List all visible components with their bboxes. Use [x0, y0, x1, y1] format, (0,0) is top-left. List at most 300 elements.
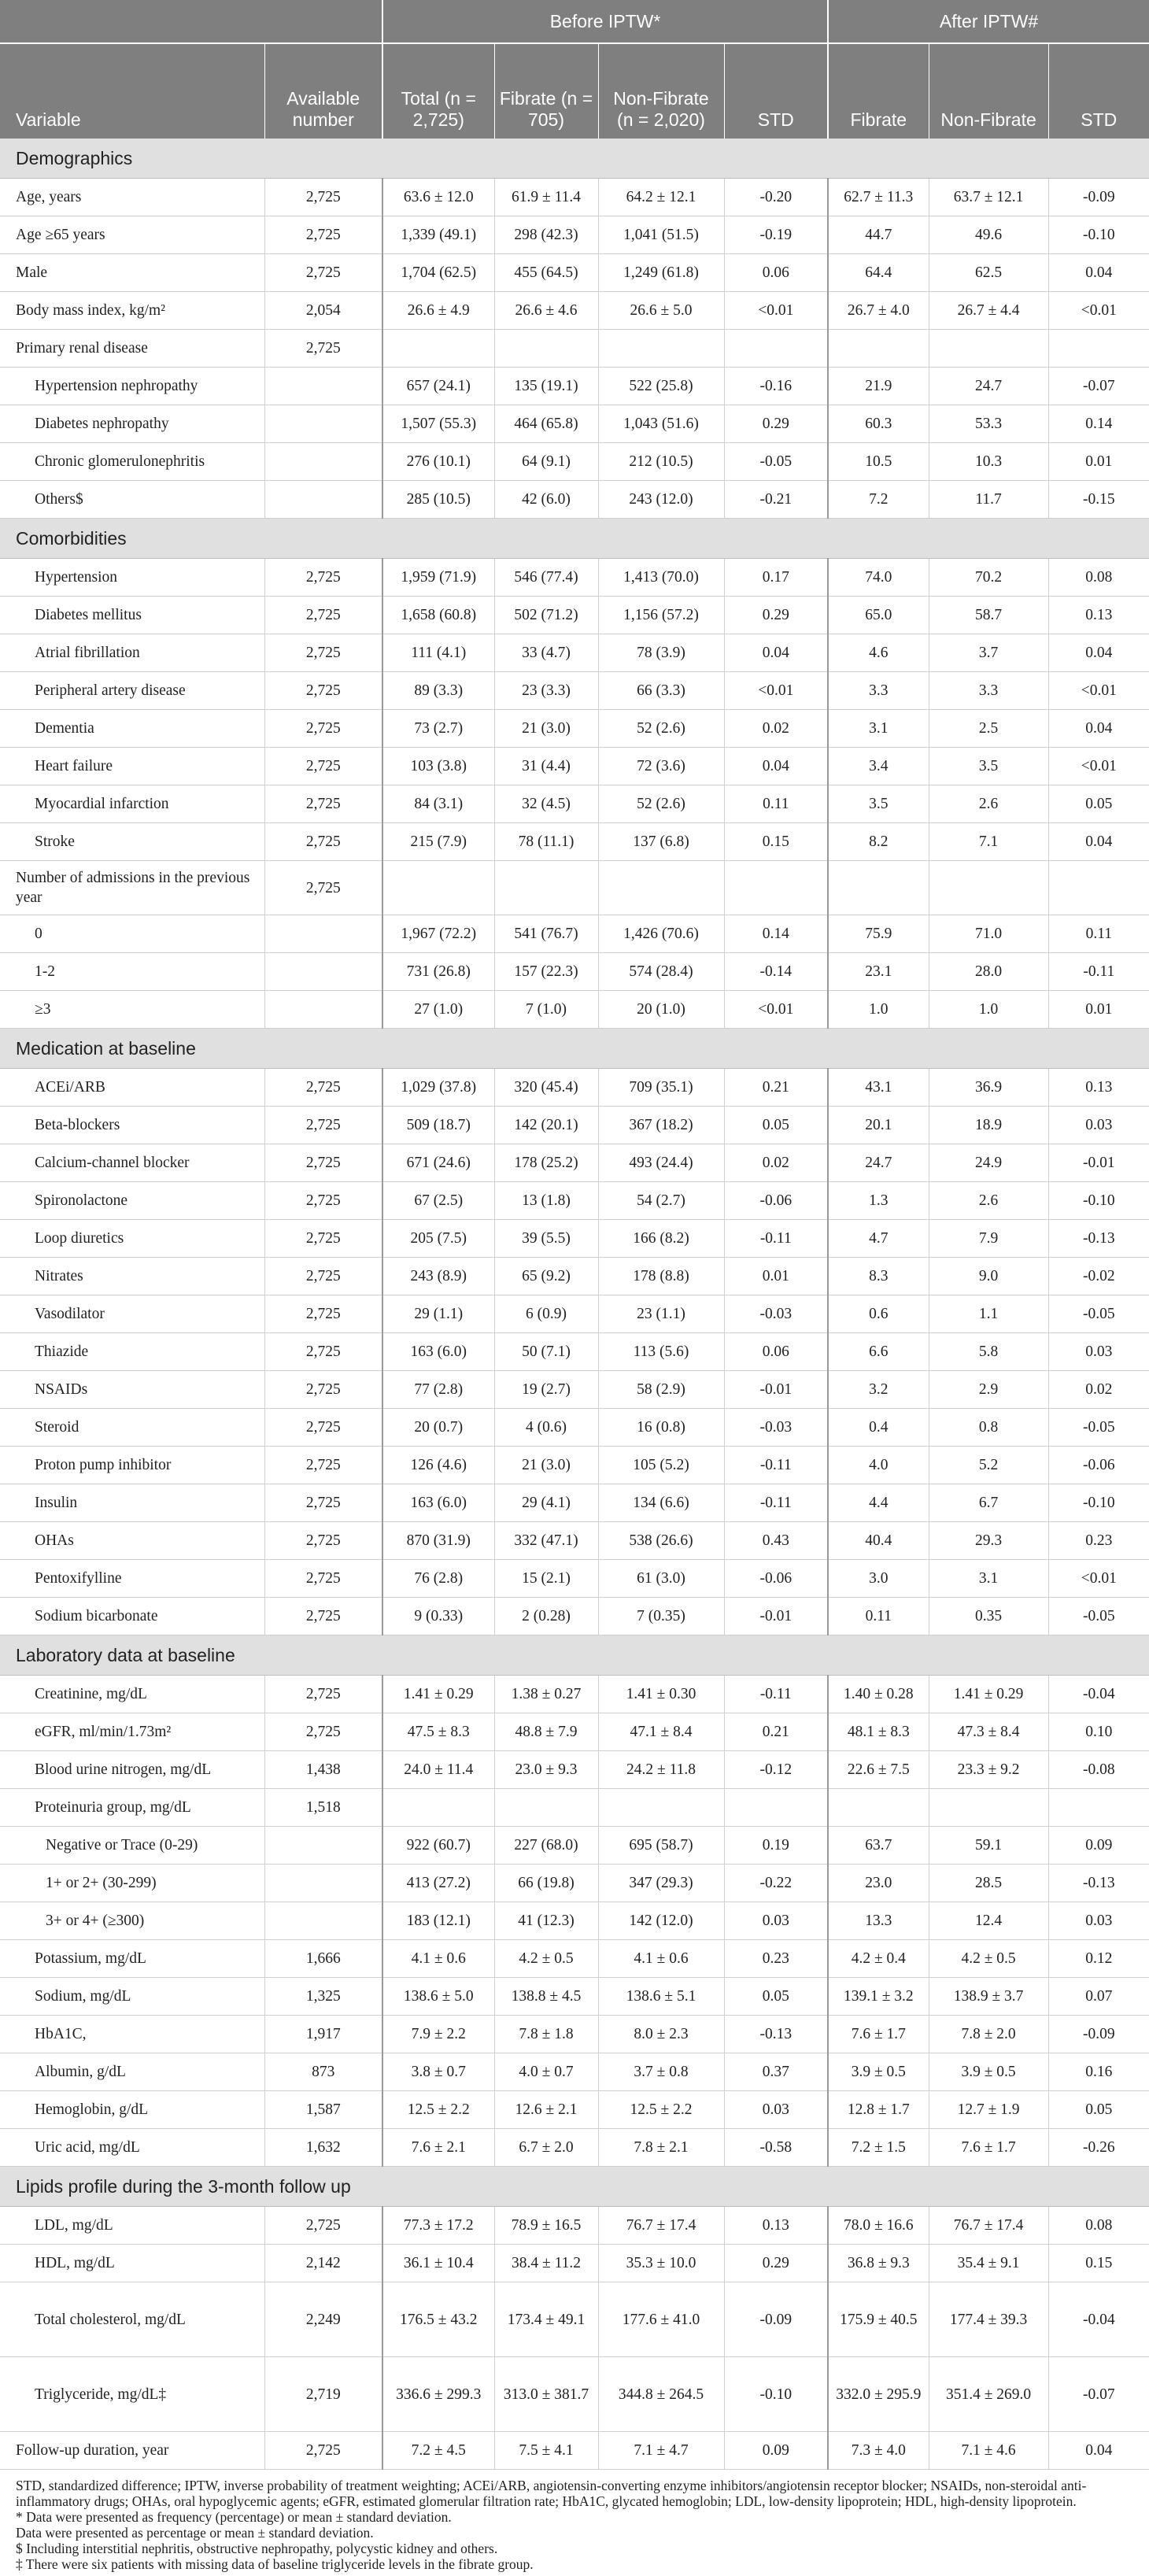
- table-row: [0, 405, 1149, 443]
- table-cell: 2,725: [264, 2432, 382, 2470]
- table-row: [0, 785, 1149, 823]
- table-cell: 332.0 ± 295.9: [828, 2357, 929, 2432]
- table-row: [0, 2053, 1149, 2091]
- table-row: [0, 2091, 1149, 2129]
- table-cell: -0.11: [724, 1484, 828, 1522]
- table-cell: -0.06: [724, 1182, 828, 1220]
- table-cell: 43.1: [828, 1069, 929, 1107]
- table-cell: 1.41 ± 0.30: [598, 1676, 724, 1713]
- table-cell: 3.8 ± 0.7: [382, 2053, 494, 2091]
- table-cell: -0.09: [724, 2282, 828, 2357]
- table-cell: 1,917: [264, 2016, 382, 2053]
- table-cell: -0.07: [1048, 2357, 1149, 2432]
- variable-label: Nitrates: [0, 1258, 264, 1295]
- section-title: Comorbidities: [0, 519, 1149, 559]
- table-cell: 0.05: [724, 1107, 828, 1144]
- variable-label: Steroid: [0, 1409, 264, 1447]
- table-cell: -0.13: [724, 2016, 828, 2053]
- table-cell: 84 (3.1): [382, 785, 494, 823]
- table-cell: 28.0: [929, 953, 1048, 991]
- table-cell: 709 (35.1): [598, 1069, 724, 1107]
- variable-label: Myocardial infarction: [0, 785, 264, 823]
- variable-label: Sodium bicarbonate: [0, 1598, 264, 1635]
- table-cell: 0.17: [724, 559, 828, 597]
- column-header: Fibrate (n = 705): [494, 43, 598, 139]
- column-header: Non-Fibrate: [929, 43, 1048, 139]
- table-row: [0, 1713, 1149, 1751]
- table-cell: [1048, 1789, 1149, 1827]
- table-cell: 276 (10.1): [382, 443, 494, 481]
- table-row: [0, 1333, 1149, 1371]
- header-spacer: [0, 0, 382, 43]
- table-row: [0, 597, 1149, 634]
- table-cell: 7.2: [828, 481, 929, 519]
- table-cell: 142 (20.1): [494, 1107, 598, 1144]
- table-cell: 1,587: [264, 2091, 382, 2129]
- table-row: [0, 330, 1149, 368]
- variable-label: ACEi/ARB: [0, 1069, 264, 1107]
- table-cell: 2,725: [264, 1295, 382, 1333]
- table-cell: 65.0: [828, 597, 929, 634]
- footnote: * Data were presented as frequency (percentage) or mean ± standard deviation.: [16, 2509, 452, 2525]
- table-cell: 2.6: [929, 1182, 1048, 1220]
- table-cell: 12.5 ± 2.2: [598, 2091, 724, 2129]
- table-cell: 4.4: [828, 1484, 929, 1522]
- table-cell: 70.2: [929, 559, 1048, 597]
- table-cell: 5.8: [929, 1333, 1048, 1371]
- table-cell: -0.04: [1048, 2282, 1149, 2357]
- table-cell: -0.21: [724, 481, 828, 519]
- table-cell: -0.04: [1048, 1676, 1149, 1713]
- table-cell: 36.1 ± 10.4: [382, 2245, 494, 2282]
- variable-label: Beta-blockers: [0, 1107, 264, 1144]
- table-cell: 0.14: [724, 915, 828, 953]
- table-cell: 7.5 ± 4.1: [494, 2432, 598, 2470]
- table-cell: 2,054: [264, 292, 382, 330]
- table-cell: 58.7: [929, 597, 1048, 634]
- table-row: [0, 953, 1149, 991]
- variable-label: Hypertension: [0, 559, 264, 597]
- table-cell: -0.10: [1048, 1484, 1149, 1522]
- table-cell: [828, 1789, 929, 1827]
- variable-label: Uric acid, mg/dL: [0, 2129, 264, 2167]
- table-cell: 26.7 ± 4.0: [828, 292, 929, 330]
- table-cell: 212 (10.5): [598, 443, 724, 481]
- table-cell: 47.3 ± 8.4: [929, 1713, 1048, 1751]
- table-row: [0, 1371, 1149, 1409]
- table-cell: 163 (6.0): [382, 1484, 494, 1522]
- table-cell: 2,725: [264, 330, 382, 368]
- table-cell: 42 (6.0): [494, 481, 598, 519]
- table-cell: 1,658 (60.8): [382, 597, 494, 634]
- variable-label: Follow-up duration, year: [0, 2432, 264, 2470]
- table-cell: 7.8 ± 2.0: [929, 2016, 1048, 2053]
- section-header-row: [0, 2167, 1149, 2207]
- table-cell: 21.9: [828, 368, 929, 405]
- table-row: [0, 1751, 1149, 1789]
- table-cell: 0.04: [1048, 823, 1149, 861]
- table-cell: 3.3: [828, 672, 929, 710]
- table-row: [0, 748, 1149, 785]
- table-cell: 0.03: [1048, 1333, 1149, 1371]
- table-cell: -0.09: [1048, 179, 1149, 216]
- table-cell: 47.1 ± 8.4: [598, 1713, 724, 1751]
- table-cell: 126 (4.6): [382, 1447, 494, 1484]
- table-cell: 23.1: [828, 953, 929, 991]
- table-cell: [598, 861, 724, 915]
- table-cell: 177.6 ± 41.0: [598, 2282, 724, 2357]
- variable-label: 1+ or 2+ (30-299): [0, 1865, 264, 1902]
- table-cell: [382, 861, 494, 915]
- table-row: [0, 915, 1149, 953]
- table-cell: 74.0: [828, 559, 929, 597]
- table-cell: 66 (3.3): [598, 672, 724, 710]
- table-cell: 320 (45.4): [494, 1069, 598, 1107]
- table-cell: 538 (26.6): [598, 1522, 724, 1560]
- table-cell: [724, 1789, 828, 1827]
- table-cell: 15 (2.1): [494, 1560, 598, 1598]
- table-row: [0, 368, 1149, 405]
- table-cell: 7 (1.0): [494, 991, 598, 1029]
- table-cell: [929, 330, 1048, 368]
- table-cell: -0.05: [724, 443, 828, 481]
- table-cell: 0.14: [1048, 405, 1149, 443]
- table-cell: 671 (24.6): [382, 1144, 494, 1182]
- table-cell: 0.04: [1048, 710, 1149, 748]
- table-cell: 0.06: [724, 1333, 828, 1371]
- table-cell: 2,725: [264, 1522, 382, 1560]
- table-cell: 2,725: [264, 1598, 382, 1635]
- table-cell: 49.6: [929, 216, 1048, 254]
- variable-label: Stroke: [0, 823, 264, 861]
- table-cell: 177.4 ± 39.3: [929, 2282, 1048, 2357]
- table-cell: 64.4: [828, 254, 929, 292]
- table-cell: 52 (2.6): [598, 785, 724, 823]
- table-cell: 873: [264, 2053, 382, 2091]
- table-cell: <0.01: [724, 292, 828, 330]
- table-cell: 173.4 ± 49.1: [494, 2282, 598, 2357]
- table-row: [0, 1598, 1149, 1635]
- table-cell: 139.1 ± 3.2: [828, 1978, 929, 2016]
- table-cell: 2,142: [264, 2245, 382, 2282]
- column-header: Total (n = 2,725): [382, 43, 494, 139]
- table-row: [0, 2129, 1149, 2167]
- table-cell: <0.01: [1048, 292, 1149, 330]
- table-cell: 166 (8.2): [598, 1220, 724, 1258]
- table-cell: 0.04: [1048, 254, 1149, 292]
- table-cell: 65 (9.2): [494, 1258, 598, 1295]
- table-cell: 53.3: [929, 405, 1048, 443]
- table-cell: 6.7 ± 2.0: [494, 2129, 598, 2167]
- section-title: Laboratory data at baseline: [0, 1635, 1149, 1676]
- table-cell: -0.12: [724, 1751, 828, 1789]
- table-cell: 215 (7.9): [382, 823, 494, 861]
- table-cell: 20 (0.7): [382, 1409, 494, 1447]
- table-cell: 7.1: [929, 823, 1048, 861]
- table-cell: 2,725: [264, 559, 382, 597]
- variable-label: Number of admissions in the previous year: [0, 861, 264, 915]
- table-cell: 0.05: [1048, 785, 1149, 823]
- table-row: [0, 292, 1149, 330]
- table-cell: <0.01: [724, 672, 828, 710]
- table-cell: [264, 991, 382, 1029]
- table-cell: 2,725: [264, 785, 382, 823]
- table-cell: 7.8 ± 2.1: [598, 2129, 724, 2167]
- table-cell: 0.10: [1048, 1713, 1149, 1751]
- table-cell: 142 (12.0): [598, 1902, 724, 1940]
- table-cell: 178 (8.8): [598, 1258, 724, 1295]
- table-cell: 2,725: [264, 710, 382, 748]
- variable-label: Age ≥65 years: [0, 216, 264, 254]
- table-cell: 138.8 ± 4.5: [494, 1978, 598, 2016]
- table-cell: 138.9 ± 3.7: [929, 1978, 1048, 2016]
- table-cell: 23.3 ± 9.2: [929, 1751, 1048, 1789]
- table-cell: -0.14: [724, 953, 828, 991]
- table-cell: [264, 1902, 382, 1940]
- section-header-row: [0, 1029, 1149, 1069]
- table-cell: 105 (5.2): [598, 1447, 724, 1484]
- variable-label: Creatinine, mg/dL: [0, 1676, 264, 1713]
- table-cell: 0.03: [1048, 1902, 1149, 1940]
- table-row: [0, 1447, 1149, 1484]
- table-cell: 464 (65.8): [494, 405, 598, 443]
- table-cell: 54 (2.7): [598, 1182, 724, 1220]
- table-cell: 227 (68.0): [494, 1827, 598, 1865]
- table-cell: 0.09: [1048, 1827, 1149, 1865]
- table-cell: 76 (2.8): [382, 1560, 494, 1598]
- table-cell: 24.9: [929, 1144, 1048, 1182]
- table-cell: 7.1 ± 4.7: [598, 2432, 724, 2470]
- table-cell: 52 (2.6): [598, 710, 724, 748]
- table-cell: 175.9 ± 40.5: [828, 2282, 929, 2357]
- table-cell: 2,725: [264, 2207, 382, 2245]
- table-row: [0, 634, 1149, 672]
- table-cell: 3.4: [828, 748, 929, 785]
- table-cell: 2,725: [264, 1258, 382, 1295]
- table-cell: 3.9 ± 0.5: [828, 2053, 929, 2091]
- table-cell: 351.4 ± 269.0: [929, 2357, 1048, 2432]
- table-cell: 3.5: [929, 748, 1048, 785]
- table-cell: 541 (76.7): [494, 915, 598, 953]
- column-header: Available number: [264, 43, 382, 139]
- table-cell: 61.9 ± 11.4: [494, 179, 598, 216]
- table-cell: 63.7: [828, 1827, 929, 1865]
- table-cell: 7.1 ± 4.6: [929, 2432, 1048, 2470]
- table-cell: 243 (12.0): [598, 481, 724, 519]
- table-cell: 12.8 ± 1.7: [828, 2091, 929, 2129]
- table-cell: -0.02: [1048, 1258, 1149, 1295]
- table-cell: 1.38 ± 0.27: [494, 1676, 598, 1713]
- variable-label: ≥3: [0, 991, 264, 1029]
- table-cell: 1,426 (70.6): [598, 915, 724, 953]
- table-cell: 0.15: [724, 823, 828, 861]
- table-cell: 2 (0.28): [494, 1598, 598, 1635]
- table-cell: 2,725: [264, 1144, 382, 1182]
- table-cell: 0.04: [724, 748, 828, 785]
- table-row: [0, 1107, 1149, 1144]
- table-cell: 0.15: [1048, 2245, 1149, 2282]
- table-cell: 24.7: [828, 1144, 929, 1182]
- table-cell: -0.06: [724, 1560, 828, 1598]
- table-cell: 0.21: [724, 1069, 828, 1107]
- table-row: [0, 823, 1149, 861]
- table-cell: 0.19: [724, 1827, 828, 1865]
- table-cell: [929, 861, 1048, 915]
- variable-label: Hemoglobin, g/dL: [0, 2091, 264, 2129]
- table-cell: 2,725: [264, 861, 382, 915]
- table-row: [0, 559, 1149, 597]
- table-cell: 3.0: [828, 1560, 929, 1598]
- table-cell: 64 (9.1): [494, 443, 598, 481]
- table-row: [0, 443, 1149, 481]
- table-cell: 1,959 (71.9): [382, 559, 494, 597]
- table-cell: 336.6 ± 299.3: [382, 2357, 494, 2432]
- table-cell: 298 (42.3): [494, 216, 598, 254]
- table-cell: 1,041 (51.5): [598, 216, 724, 254]
- table-cell: 0.04: [1048, 2432, 1149, 2470]
- variable-label: Primary renal disease: [0, 330, 264, 368]
- table-cell: [264, 915, 382, 953]
- table-cell: [382, 1789, 494, 1827]
- table-cell: [598, 1789, 724, 1827]
- table-cell: 28.5: [929, 1865, 1048, 1902]
- table-cell: 72 (3.6): [598, 748, 724, 785]
- table-cell: 0.01: [1048, 991, 1149, 1029]
- table-row: [0, 1522, 1149, 1560]
- table-cell: 0.8: [929, 1409, 1048, 1447]
- table-cell: 4.2 ± 0.4: [828, 1940, 929, 1978]
- table-cell: 0.04: [724, 634, 828, 672]
- table-cell: 26.6 ± 4.9: [382, 292, 494, 330]
- table-cell: -0.09: [1048, 2016, 1149, 2053]
- table-cell: -0.20: [724, 179, 828, 216]
- table-cell: 27 (1.0): [382, 991, 494, 1029]
- table-cell: 62.7 ± 11.3: [828, 179, 929, 216]
- table-cell: 367 (18.2): [598, 1107, 724, 1144]
- table-cell: 21 (3.0): [494, 1447, 598, 1484]
- table-row: [0, 2357, 1149, 2432]
- table-cell: 77.3 ± 17.2: [382, 2207, 494, 2245]
- column-header: Fibrate: [828, 43, 929, 139]
- variable-label: Proteinuria group, mg/dL: [0, 1789, 264, 1827]
- table-cell: 76.7 ± 17.4: [598, 2207, 724, 2245]
- table-row: [0, 216, 1149, 254]
- table-cell: [828, 330, 929, 368]
- table-cell: 332 (47.1): [494, 1522, 598, 1560]
- table-cell: 0.43: [724, 1522, 828, 1560]
- variable-label: Negative or Trace (0-29): [0, 1827, 264, 1865]
- table-cell: 0.12: [1048, 1940, 1149, 1978]
- table-cell: 344.8 ± 264.5: [598, 2357, 724, 2432]
- table-cell: 157 (22.3): [494, 953, 598, 991]
- table-cell: 26.6 ± 4.6: [494, 292, 598, 330]
- table-row: [0, 254, 1149, 292]
- table-cell: 12.7 ± 1.9: [929, 2091, 1048, 2129]
- table-cell: -0.07: [1048, 368, 1149, 405]
- table-row: [0, 1295, 1149, 1333]
- table-row: [0, 1409, 1149, 1447]
- table-cell: 13.3: [828, 1902, 929, 1940]
- table-cell: 44.7: [828, 216, 929, 254]
- section-header-row: [0, 519, 1149, 559]
- table-cell: 2,725: [264, 1220, 382, 1258]
- table-cell: -0.05: [1048, 1295, 1149, 1333]
- table-cell: 137 (6.8): [598, 823, 724, 861]
- table-cell: 0.03: [724, 1902, 828, 1940]
- table-cell: 29 (4.1): [494, 1484, 598, 1522]
- table-cell: 12.6 ± 2.1: [494, 2091, 598, 2129]
- table-cell: -0.01: [1048, 1144, 1149, 1182]
- section-header-row: [0, 139, 1149, 179]
- table-cell: 4.6: [828, 634, 929, 672]
- table-cell: 2,725: [264, 634, 382, 672]
- table-cell: 178 (25.2): [494, 1144, 598, 1182]
- table-cell: 2,725: [264, 1713, 382, 1751]
- table-cell: -0.22: [724, 1865, 828, 1902]
- table-cell: -0.03: [724, 1295, 828, 1333]
- table-cell: [598, 330, 724, 368]
- table-cell: [264, 443, 382, 481]
- table-cell: 29 (1.1): [382, 1295, 494, 1333]
- table-cell: 6.6: [828, 1333, 929, 1371]
- table-cell: -0.58: [724, 2129, 828, 2167]
- variable-label: Triglyceride, mg/dL‡: [0, 2357, 264, 2432]
- table-cell: 6.7: [929, 1484, 1048, 1522]
- table-footnotes: [0, 2470, 1149, 2572]
- variable-label: Thiazide: [0, 1333, 264, 1371]
- table-cell: 0.08: [1048, 559, 1149, 597]
- table-cell: 2,725: [264, 1560, 382, 1598]
- table-cell: 29.3: [929, 1522, 1048, 1560]
- table-cell: 10.5: [828, 443, 929, 481]
- table-cell: 77 (2.8): [382, 1371, 494, 1409]
- table-cell: 26.6 ± 5.0: [598, 292, 724, 330]
- table-cell: 183 (12.1): [382, 1902, 494, 1940]
- column-header: Non-Fibrate (n = 2,020): [598, 43, 724, 139]
- table-row: [0, 1144, 1149, 1182]
- table-row: [0, 2282, 1149, 2357]
- table-cell: -0.15: [1048, 481, 1149, 519]
- table-cell: 58 (2.9): [598, 1371, 724, 1409]
- table-cell: 7.9 ± 2.2: [382, 2016, 494, 2053]
- table-cell: 20 (1.0): [598, 991, 724, 1029]
- table-cell: -0.10: [1048, 1182, 1149, 1220]
- table-cell: [494, 1789, 598, 1827]
- table-cell: 7.3 ± 4.0: [828, 2432, 929, 2470]
- table-cell: 695 (58.7): [598, 1827, 724, 1865]
- table-cell: 509 (18.7): [382, 1107, 494, 1144]
- table-row: [0, 2245, 1149, 2282]
- table-cell: [264, 1827, 382, 1865]
- table-cell: 135 (19.1): [494, 368, 598, 405]
- table-cell: 8.3: [828, 1258, 929, 1295]
- table-cell: 47.5 ± 8.3: [382, 1713, 494, 1751]
- table-cell: 0.11: [724, 785, 828, 823]
- table-cell: [264, 405, 382, 443]
- footnote: Data were presented as percentage or mean ± standard deviation.: [16, 2525, 374, 2541]
- table-row: [0, 1560, 1149, 1598]
- table-cell: 1.0: [828, 991, 929, 1029]
- table-cell: 19 (2.7): [494, 1371, 598, 1409]
- table-row: [0, 1676, 1149, 1713]
- table-cell: 657 (24.1): [382, 368, 494, 405]
- table-cell: 502 (71.2): [494, 597, 598, 634]
- table-body: [0, 139, 1149, 2470]
- table-cell: 4.7: [828, 1220, 929, 1258]
- variable-label: Age, years: [0, 179, 264, 216]
- table-cell: 0.35: [929, 1598, 1048, 1635]
- table-row: [0, 1789, 1149, 1827]
